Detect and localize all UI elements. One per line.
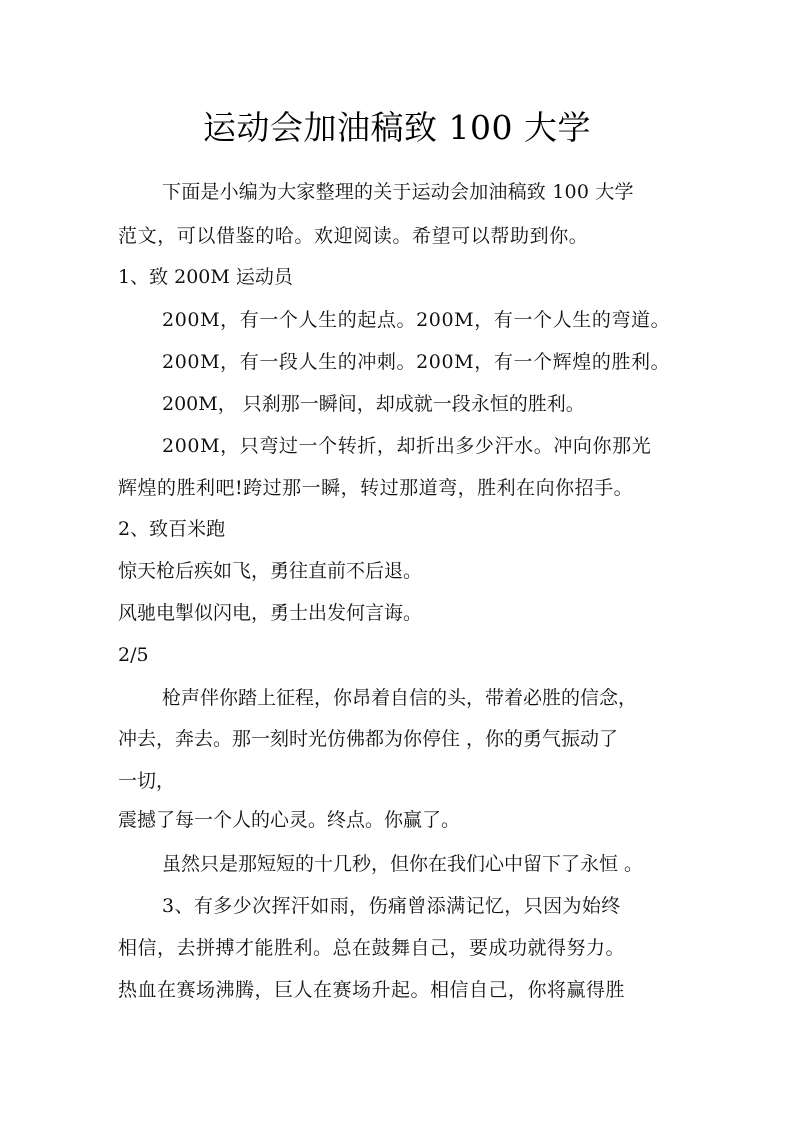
- paragraph-line: 200M，有一个人生的起点。200M，有一个人生的弯道。: [162, 309, 671, 331]
- paragraph-line: 惊天枪后疾如飞，勇往直前不后退。: [118, 560, 423, 582]
- paragraph-line: 3、有多少次挥汗如雨，伤痛曾添满记忆，只因为始终: [162, 895, 621, 917]
- paragraph-line: 热血在赛场沸腾，巨人在赛场升起。相信自己，你将赢得胜: [118, 979, 626, 1001]
- paragraph-line: 枪声伴你踏上征程，你昂着自信的头，带着必胜的信念，: [162, 687, 638, 709]
- paragraph-line: 风驰电掣似闪电，勇士出发何言诲。: [118, 602, 423, 624]
- document-title: 运动会加油稿致 100 大学: [203, 108, 591, 147]
- paragraph-line: 震撼了每一个人的心灵。终点。你赢了。: [118, 809, 461, 831]
- paragraph-line: 冲去，奔去。那一刻时光仿佛都为你停住 ，你的勇气振动了: [118, 728, 619, 750]
- paragraph-line: 200M， 只刹那一瞬间，却成就一段永恒的胜利。: [162, 393, 585, 415]
- paragraph-line: 虽然只是那短短的十几秒，但你在我们心中留下了永恒 。: [162, 853, 644, 875]
- paragraph-line: 200M，有一段人生的冲刺。200M，有一个辉煌的胜利。: [162, 351, 671, 373]
- paragraph-line: 200M，只弯过一个转折，却折出多少汗水。冲向你那光: [162, 435, 652, 457]
- paragraph-line: 范文，可以借鉴的哈。欢迎阅读。希望可以帮助到你。: [118, 225, 589, 247]
- paragraph-line: 辉煌的胜利吧!跨过那一瞬，转过那道弯，胜利在向你招手。: [118, 477, 634, 499]
- paragraph-line: 相信，去拼搏才能胜利。总在鼓舞自己，要成功就得努力。: [118, 937, 626, 959]
- paragraph-line: 一切，: [118, 770, 176, 792]
- section-heading: 2、致百米跑: [118, 518, 226, 540]
- section-heading: 1、致 200M 运动员: [118, 266, 293, 288]
- page-number: 2/5: [118, 644, 149, 666]
- paragraph-line: 下面是小编为大家整理的关于运动会加油稿致 100 大学: [162, 181, 634, 203]
